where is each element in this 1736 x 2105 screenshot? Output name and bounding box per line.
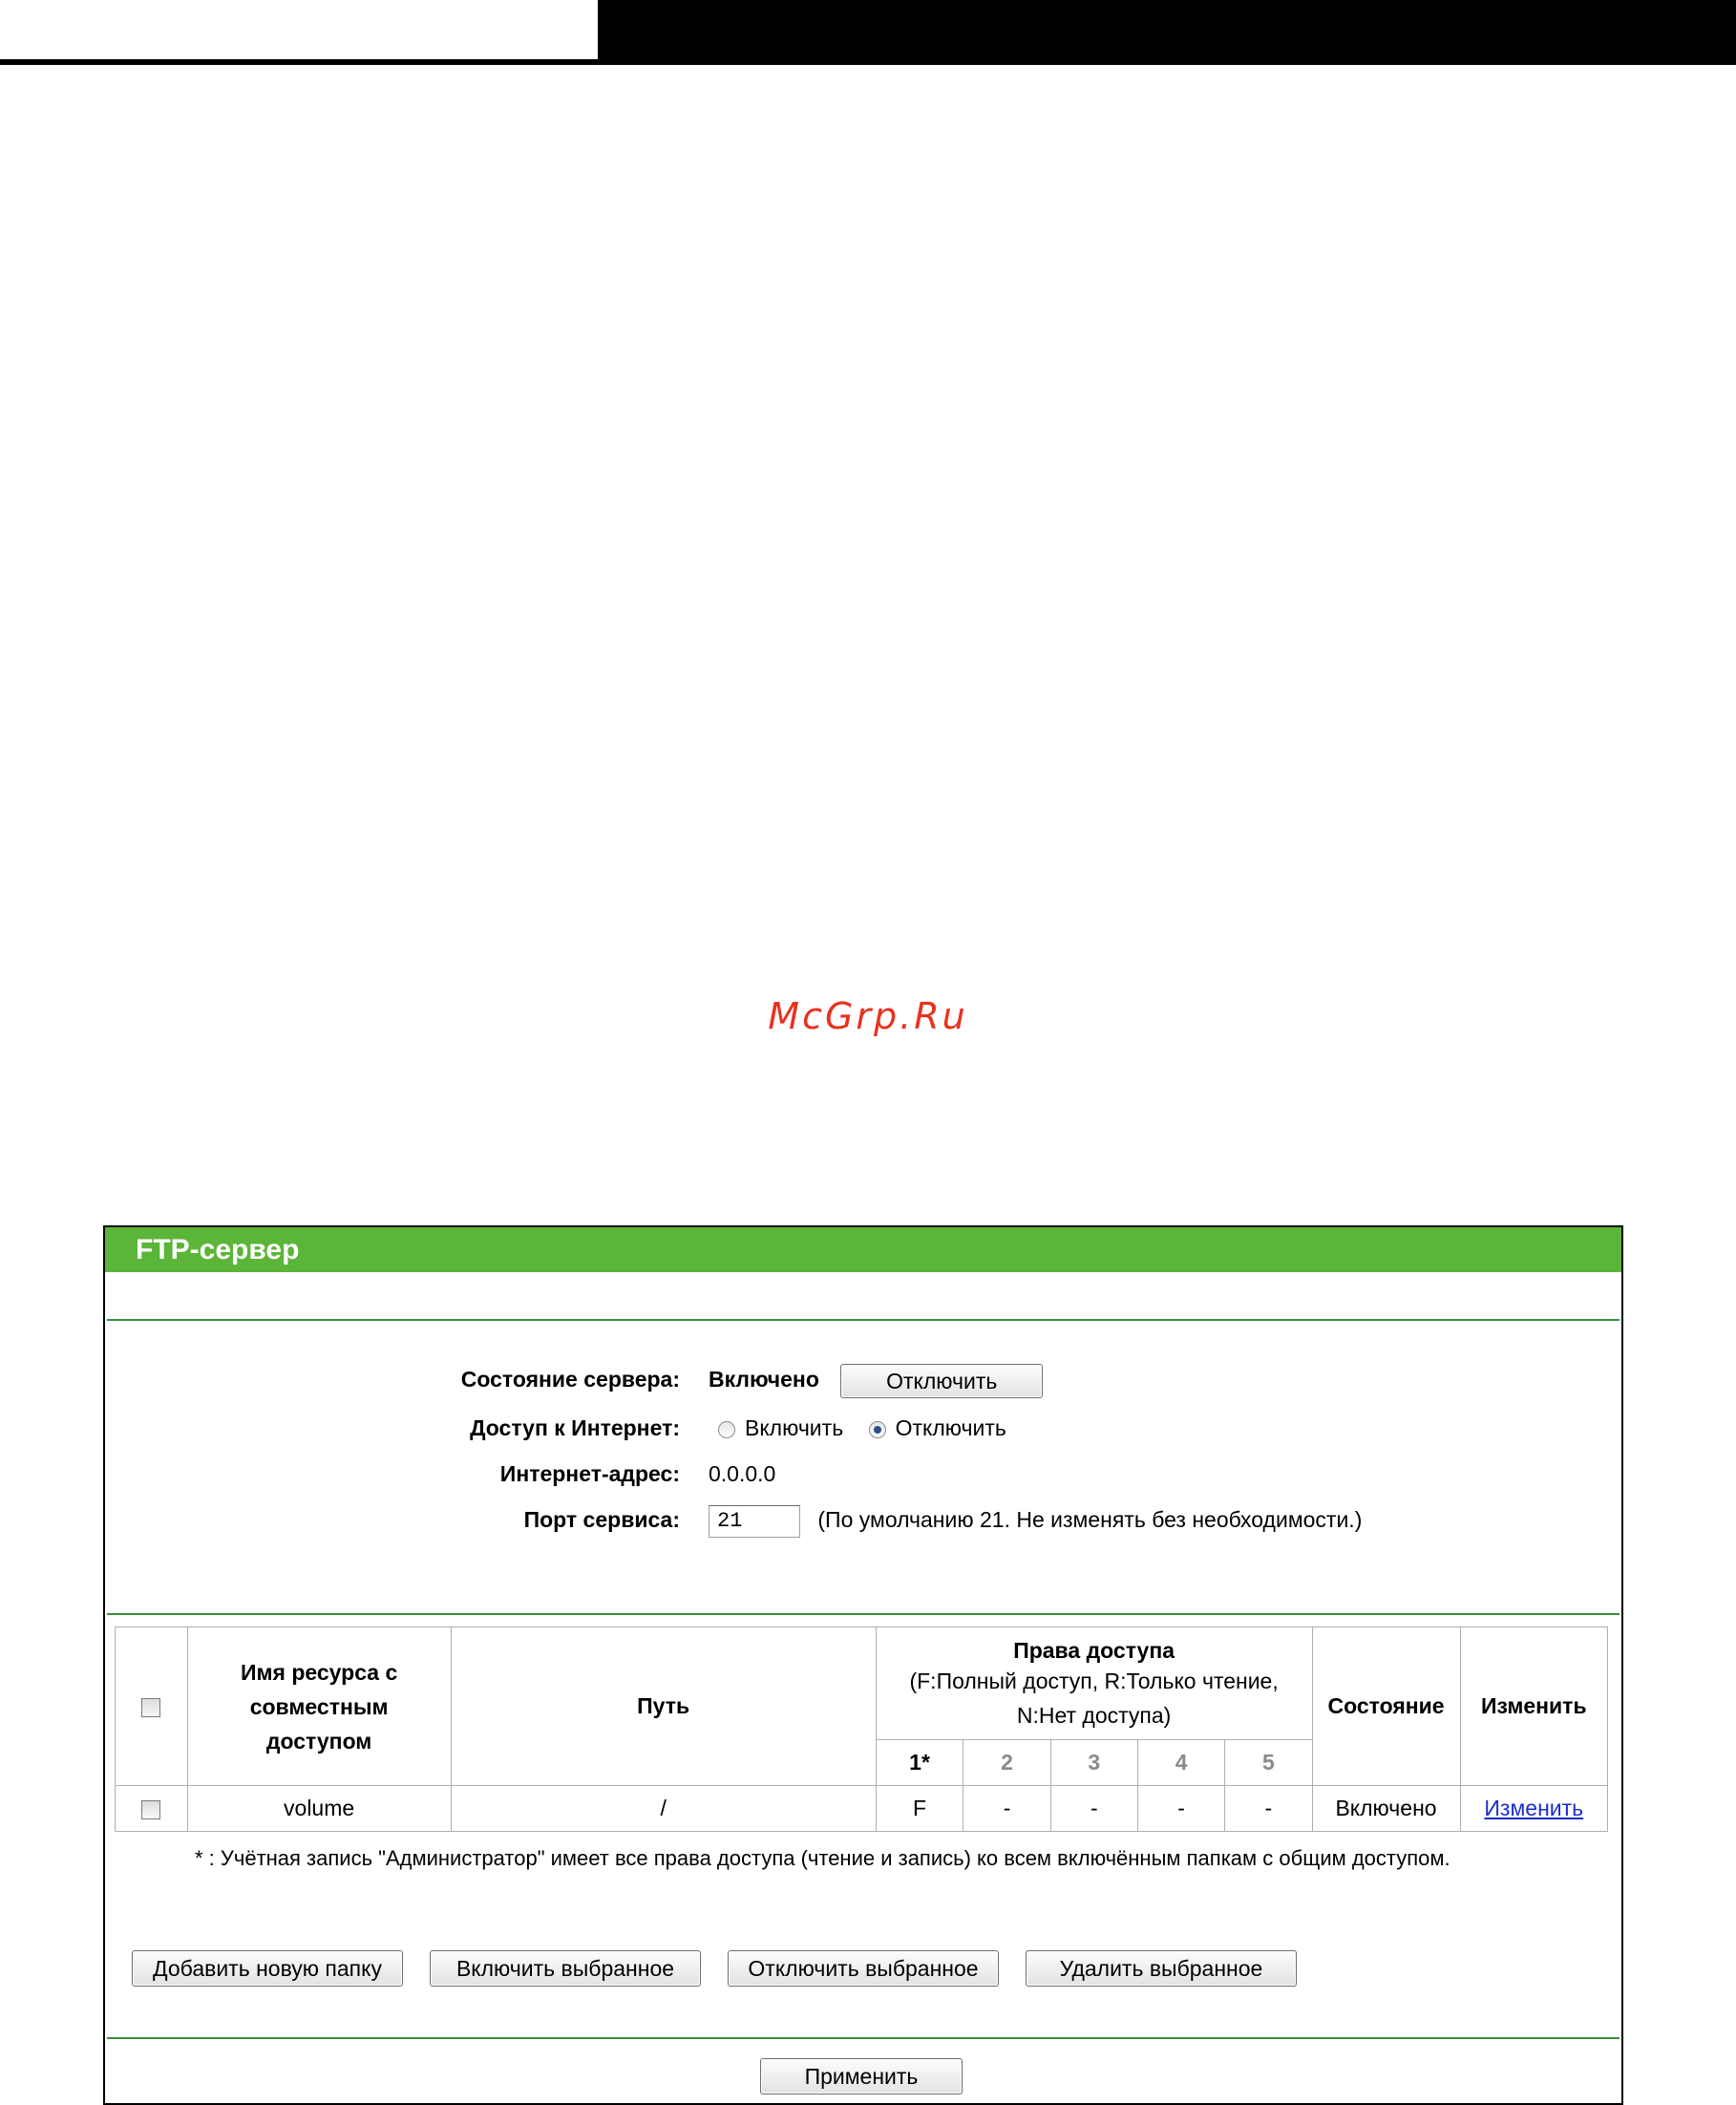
delete-selected-button[interactable]: Удалить выбранное xyxy=(1026,1950,1297,1987)
account-col-3: 3 xyxy=(1050,1740,1137,1786)
row-right-3: - xyxy=(1050,1786,1137,1832)
col-header-name: Имя ресурса с совместным доступом xyxy=(187,1627,451,1786)
select-all-cell xyxy=(116,1627,188,1786)
header-bar xyxy=(598,0,1736,65)
row-right-5: - xyxy=(1225,1786,1312,1832)
shares-table xyxy=(115,1627,1608,1832)
disable-selected-button[interactable]: Отключить выбранное xyxy=(728,1950,999,1987)
account-col-1: 1* xyxy=(876,1740,963,1786)
row-edit-cell xyxy=(1460,1786,1607,1832)
select-all-checkbox[interactable] xyxy=(141,1698,160,1717)
service-port-label: Порт сервиса: xyxy=(523,1507,680,1532)
header-rule xyxy=(0,0,598,65)
row-checkbox[interactable] xyxy=(141,1800,160,1819)
add-folder-button[interactable]: Добавить новую папку xyxy=(132,1950,403,1987)
watermark: McGrp.Ru xyxy=(768,995,968,1037)
account-col-2: 2 xyxy=(963,1740,1050,1786)
internet-access-disable-label: Отключить xyxy=(895,1415,1006,1440)
server-status-label: Состояние сервера: xyxy=(460,1367,680,1392)
service-port-hint: (По умолчанию 21. Не изменять без необходимости.) xyxy=(817,1507,1363,1532)
internet-address-value: 0.0.0.0 xyxy=(709,1461,776,1486)
row-right-1: F xyxy=(876,1786,963,1832)
divider-bottom xyxy=(107,2037,1620,2039)
server-status-value: Включено xyxy=(709,1367,819,1392)
table-row xyxy=(116,1786,1608,1832)
server-status-row xyxy=(105,1360,1621,1398)
row-select-cell xyxy=(116,1786,188,1832)
internet-access-enable-label: Включить xyxy=(745,1415,844,1440)
divider-middle xyxy=(107,1613,1620,1615)
panel-title: FTP-сервер xyxy=(105,1227,1621,1272)
service-port-input[interactable]: 21 xyxy=(709,1505,800,1538)
row-name: volume xyxy=(187,1786,451,1832)
rights-title: Права доступа xyxy=(1013,1638,1175,1663)
col-header-rights xyxy=(876,1627,1312,1740)
internet-access-disable-radio[interactable] xyxy=(869,1421,886,1438)
row-status: Включено xyxy=(1312,1786,1460,1832)
account-col-4: 4 xyxy=(1137,1740,1224,1786)
ftp-server-panel xyxy=(103,1225,1623,2105)
row-path: / xyxy=(451,1786,876,1832)
footnote: * : Учётная запись "Администратор" имеет все права доступа (чтение и запись) ко всем включённым папкам с общим доступом. xyxy=(195,1846,1450,1870)
enable-selected-button[interactable]: Включить выбранное xyxy=(430,1950,701,1987)
row-right-2: - xyxy=(963,1786,1050,1832)
col-header-edit: Изменить xyxy=(1460,1627,1607,1786)
rights-note: (F:Полный доступ, R:Только чтение, N:Нет доступа) xyxy=(909,1669,1279,1728)
disable-server-button[interactable]: Отключить xyxy=(840,1364,1043,1398)
row-edit-link[interactable]: Изменить xyxy=(1484,1796,1584,1820)
internet-address-row xyxy=(105,1455,1621,1493)
internet-access-enable-radio[interactable] xyxy=(718,1421,735,1438)
internet-access-row xyxy=(105,1409,1621,1447)
apply-button[interactable]: Применить xyxy=(760,2058,963,2094)
col-header-status: Состояние xyxy=(1312,1627,1460,1786)
internet-address-label: Интернет-адрес: xyxy=(499,1461,680,1486)
col-header-path: Путь xyxy=(451,1627,876,1786)
account-col-5: 5 xyxy=(1225,1740,1312,1786)
internet-access-label: Доступ к Интернет: xyxy=(470,1415,680,1440)
row-right-4: - xyxy=(1137,1786,1224,1832)
divider-top xyxy=(107,1319,1620,1321)
service-port-row xyxy=(105,1500,1621,1539)
